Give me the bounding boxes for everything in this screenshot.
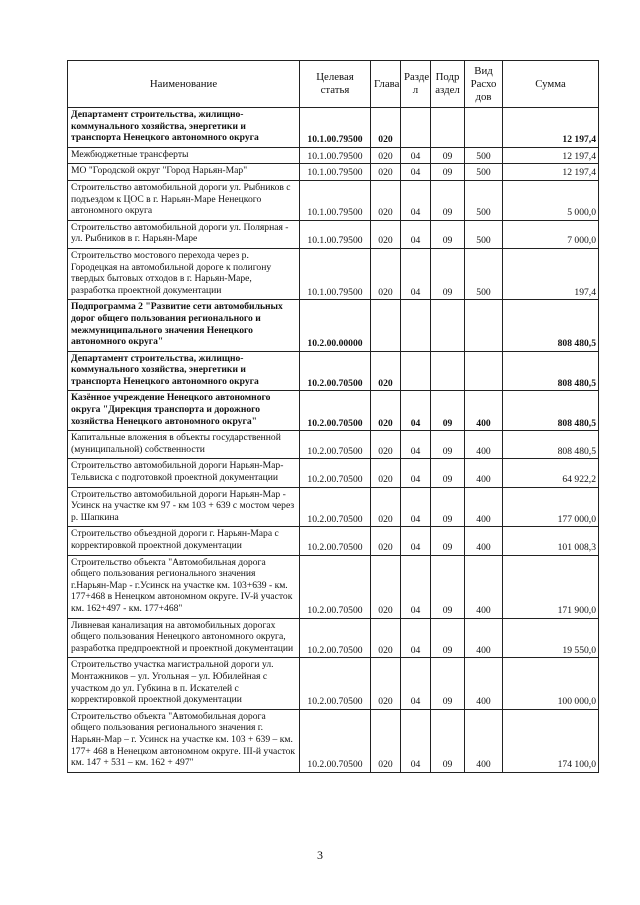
cell-amount: 808 480,5 xyxy=(503,431,599,459)
cell-amount: 197,4 xyxy=(503,248,599,299)
cell-subsection xyxy=(431,300,465,351)
cell-expense-type: 400 xyxy=(465,555,503,618)
cell-target-article: 10.2.00.70500 xyxy=(300,709,371,772)
cell-target-article: 10.2.00.70500 xyxy=(300,487,371,527)
cell-subsection: 09 xyxy=(431,248,465,299)
cell-name: Капитальные вложения в объекты государственной (муниципальной) собственности xyxy=(68,431,300,459)
cell-target-article: 10.2.00.70500 xyxy=(300,391,371,431)
cell-section xyxy=(401,108,431,148)
table-body xyxy=(68,108,599,773)
cell-target-article: 10.1.00.79500 xyxy=(300,147,371,164)
cell-amount: 808 480,5 xyxy=(503,391,599,431)
cell-name: Межбюджетные трансферты xyxy=(68,147,300,164)
cell-amount: 64 922,2 xyxy=(503,459,599,487)
cell-section: 04 xyxy=(401,618,431,658)
table-row xyxy=(68,391,599,431)
cell-name: Строительство мостового перехода через р. Городецкая на автомобильной дороге к полигону твердых бытовых отходов в г. Нарьян-Маре, разработка проектной документации xyxy=(68,248,300,299)
table-row xyxy=(68,555,599,618)
cell-name: МО "Городской округ "Город Нарьян-Мар" xyxy=(68,164,300,181)
cell-subsection xyxy=(431,351,465,391)
table-row xyxy=(68,164,599,181)
cell-name: Казённое учреждение Ненецкого автономного округа "Дирекция транспорта и дорожного хозяйства Ненецкого автономного округа" xyxy=(68,391,300,431)
header-target-article: Целевая статья xyxy=(300,61,371,108)
cell-amount: 101 008,3 xyxy=(503,527,599,555)
cell-section: 04 xyxy=(401,147,431,164)
cell-target-article: 10.2.00.70500 xyxy=(300,618,371,658)
header-subsection: Подр аздел xyxy=(431,61,465,108)
table-row xyxy=(68,527,599,555)
cell-chapter: 020 xyxy=(371,351,401,391)
table-row xyxy=(68,351,599,391)
cell-amount: 177 000,0 xyxy=(503,487,599,527)
cell-section: 04 xyxy=(401,164,431,181)
table-row xyxy=(68,147,599,164)
cell-subsection: 09 xyxy=(431,618,465,658)
cell-name: Ливневая канализация на автомобильных дорогах общего пользования Ненецкого автономного округа, разработка предпроектной и проектной документации xyxy=(68,618,300,658)
cell-subsection: 09 xyxy=(431,658,465,709)
cell-expense-type xyxy=(465,351,503,391)
cell-target-article: 10.2.00.70500 xyxy=(300,555,371,618)
cell-amount: 19 550,0 xyxy=(503,618,599,658)
cell-amount: 12 197,4 xyxy=(503,147,599,164)
cell-expense-type: 500 xyxy=(465,164,503,181)
page-number: 3 xyxy=(317,848,323,862)
cell-section: 04 xyxy=(401,391,431,431)
cell-subsection xyxy=(431,108,465,148)
cell-name: Строительство автомобильной дороги Нарьян-Мар - Усинск на участке км 97 - км 103 + 639 с мостом через р. Шапкина xyxy=(68,487,300,527)
cell-section: 04 xyxy=(401,248,431,299)
cell-expense-type: 500 xyxy=(465,220,503,248)
cell-chapter: 020 xyxy=(371,108,401,148)
cell-section: 04 xyxy=(401,431,431,459)
cell-subsection: 09 xyxy=(431,147,465,164)
cell-amount: 5 000,0 xyxy=(503,180,599,220)
cell-target-article: 10.2.00.70500 xyxy=(300,431,371,459)
cell-name: Строительство участка магистральной дороги ул. Монтажников – ул. Угольная – ул. Юбилейная с участком до ул. Губкина в п. Искателей с корректировкой проектной документации xyxy=(68,658,300,709)
cell-section: 04 xyxy=(401,658,431,709)
cell-expense-type xyxy=(465,108,503,148)
cell-amount: 808 480,5 xyxy=(503,351,599,391)
cell-subsection: 09 xyxy=(431,555,465,618)
cell-subsection: 09 xyxy=(431,709,465,772)
cell-name: Строительство автомобильной дороги Нарьян-Мар-Тельвиска с подготовкой проектной документации xyxy=(68,459,300,487)
header-section: Разде л xyxy=(401,61,431,108)
cell-section xyxy=(401,300,431,351)
cell-subsection: 09 xyxy=(431,431,465,459)
cell-amount: 7 000,0 xyxy=(503,220,599,248)
cell-subsection: 09 xyxy=(431,487,465,527)
cell-name: Строительство объекта "Автомобильная дорога общего пользования регионального значения г. Нарьян-Мар – г. Усинск на участке км. 103 + 639 – км. 177+ 468 в Ненецком автономном округе. III-й участок км. 147 + 531 – км. 162 + 497" xyxy=(68,709,300,772)
cell-chapter: 020 xyxy=(371,431,401,459)
cell-target-article: 10.2.00.70500 xyxy=(300,459,371,487)
cell-amount: 808 480,5 xyxy=(503,300,599,351)
cell-expense-type: 400 xyxy=(465,487,503,527)
cell-section: 04 xyxy=(401,555,431,618)
cell-section: 04 xyxy=(401,220,431,248)
cell-chapter: 020 xyxy=(371,555,401,618)
cell-chapter: 020 xyxy=(371,220,401,248)
cell-subsection: 09 xyxy=(431,164,465,181)
cell-name: Строительство автомобильной дороги ул. Рыбников с подъездом к ЦОС в г. Нарьян-Маре Ненецкого автономного округа xyxy=(68,180,300,220)
header-chapter: Глава xyxy=(371,61,401,108)
cell-chapter: 020 xyxy=(371,709,401,772)
cell-subsection: 09 xyxy=(431,180,465,220)
cell-target-article: 10.1.00.79500 xyxy=(300,220,371,248)
cell-subsection: 09 xyxy=(431,527,465,555)
table-row xyxy=(68,248,599,299)
cell-subsection: 09 xyxy=(431,220,465,248)
cell-target-article: 10.2.00.70500 xyxy=(300,351,371,391)
cell-chapter: 020 xyxy=(371,391,401,431)
cell-name: Департамент строительства, жилищно-коммунального хозяйства, энергетики и транспорта Ненецкого автономного округа xyxy=(68,108,300,148)
cell-expense-type: 400 xyxy=(465,709,503,772)
cell-subsection: 09 xyxy=(431,391,465,431)
cell-target-article: 10.2.00.70500 xyxy=(300,658,371,709)
cell-target-article: 10.2.00.00000 xyxy=(300,300,371,351)
cell-section: 04 xyxy=(401,459,431,487)
cell-target-article: 10.1.00.79500 xyxy=(300,248,371,299)
cell-subsection: 09 xyxy=(431,459,465,487)
cell-section xyxy=(401,351,431,391)
table-row xyxy=(68,180,599,220)
cell-expense-type: 400 xyxy=(465,459,503,487)
cell-expense-type: 400 xyxy=(465,618,503,658)
cell-chapter: 020 xyxy=(371,180,401,220)
cell-expense-type xyxy=(465,300,503,351)
table-row xyxy=(68,300,599,351)
table-row xyxy=(68,487,599,527)
cell-name: Строительство объездной дороги г. Нарьян-Мара с корректировкой проектной документации xyxy=(68,527,300,555)
table-row xyxy=(68,459,599,487)
cell-amount: 12 197,4 xyxy=(503,108,599,148)
cell-chapter: 020 xyxy=(371,618,401,658)
header-amount: Сумма xyxy=(503,61,599,108)
table-row xyxy=(68,108,599,148)
cell-name: Строительство автомобильной дороги ул. Полярная - ул. Рыбников в г. Нарьян-Маре xyxy=(68,220,300,248)
budget-table xyxy=(67,60,599,773)
cell-chapter: 020 xyxy=(371,248,401,299)
cell-name: Департамент строительства, жилищно-коммунального хозяйства, энергетики и транспорта Ненецкого автономного округа xyxy=(68,351,300,391)
cell-amount: 100 000,0 xyxy=(503,658,599,709)
cell-section: 04 xyxy=(401,180,431,220)
cell-target-article: 10.1.00.79500 xyxy=(300,108,371,148)
cell-expense-type: 400 xyxy=(465,391,503,431)
cell-amount: 12 197,4 xyxy=(503,164,599,181)
cell-expense-type: 500 xyxy=(465,180,503,220)
cell-expense-type: 400 xyxy=(465,527,503,555)
cell-chapter: 020 xyxy=(371,164,401,181)
cell-name: Подпрограмма 2 "Развитие сети автомобильных дорог общего пользования регионального и межмуниципального значения Ненецкого автономного округа" xyxy=(68,300,300,351)
cell-target-article: 10.2.00.70500 xyxy=(300,527,371,555)
table-row xyxy=(68,220,599,248)
cell-expense-type: 500 xyxy=(465,147,503,164)
cell-section: 04 xyxy=(401,527,431,555)
table-row xyxy=(68,709,599,772)
cell-chapter: 020 xyxy=(371,658,401,709)
cell-section: 04 xyxy=(401,487,431,527)
cell-expense-type: 400 xyxy=(465,431,503,459)
table-row xyxy=(68,658,599,709)
cell-amount: 174 100,0 xyxy=(503,709,599,772)
cell-expense-type: 400 xyxy=(465,658,503,709)
table-row xyxy=(68,431,599,459)
cell-section: 04 xyxy=(401,709,431,772)
table-header-row xyxy=(68,61,599,108)
cell-target-article: 10.1.00.79500 xyxy=(300,164,371,181)
cell-chapter xyxy=(371,300,401,351)
cell-chapter: 020 xyxy=(371,487,401,527)
table-row xyxy=(68,618,599,658)
cell-name: Строительство объекта "Автомобильная дорога общего пользования регионального значения г.Нарьян-Мар - г.Усинск на участке км. 103+639 - км. 177+468 в Ненецком автономном округе. IV-й участок км. 162+497 - км. 177+468" xyxy=(68,555,300,618)
cell-target-article: 10.1.00.79500 xyxy=(300,180,371,220)
cell-amount: 171 900,0 xyxy=(503,555,599,618)
cell-expense-type: 500 xyxy=(465,248,503,299)
cell-chapter: 020 xyxy=(371,459,401,487)
cell-chapter: 020 xyxy=(371,147,401,164)
header-expense-type: Вид Расхо дов xyxy=(465,61,503,108)
cell-chapter: 020 xyxy=(371,527,401,555)
header-name: Наименование xyxy=(68,61,300,108)
